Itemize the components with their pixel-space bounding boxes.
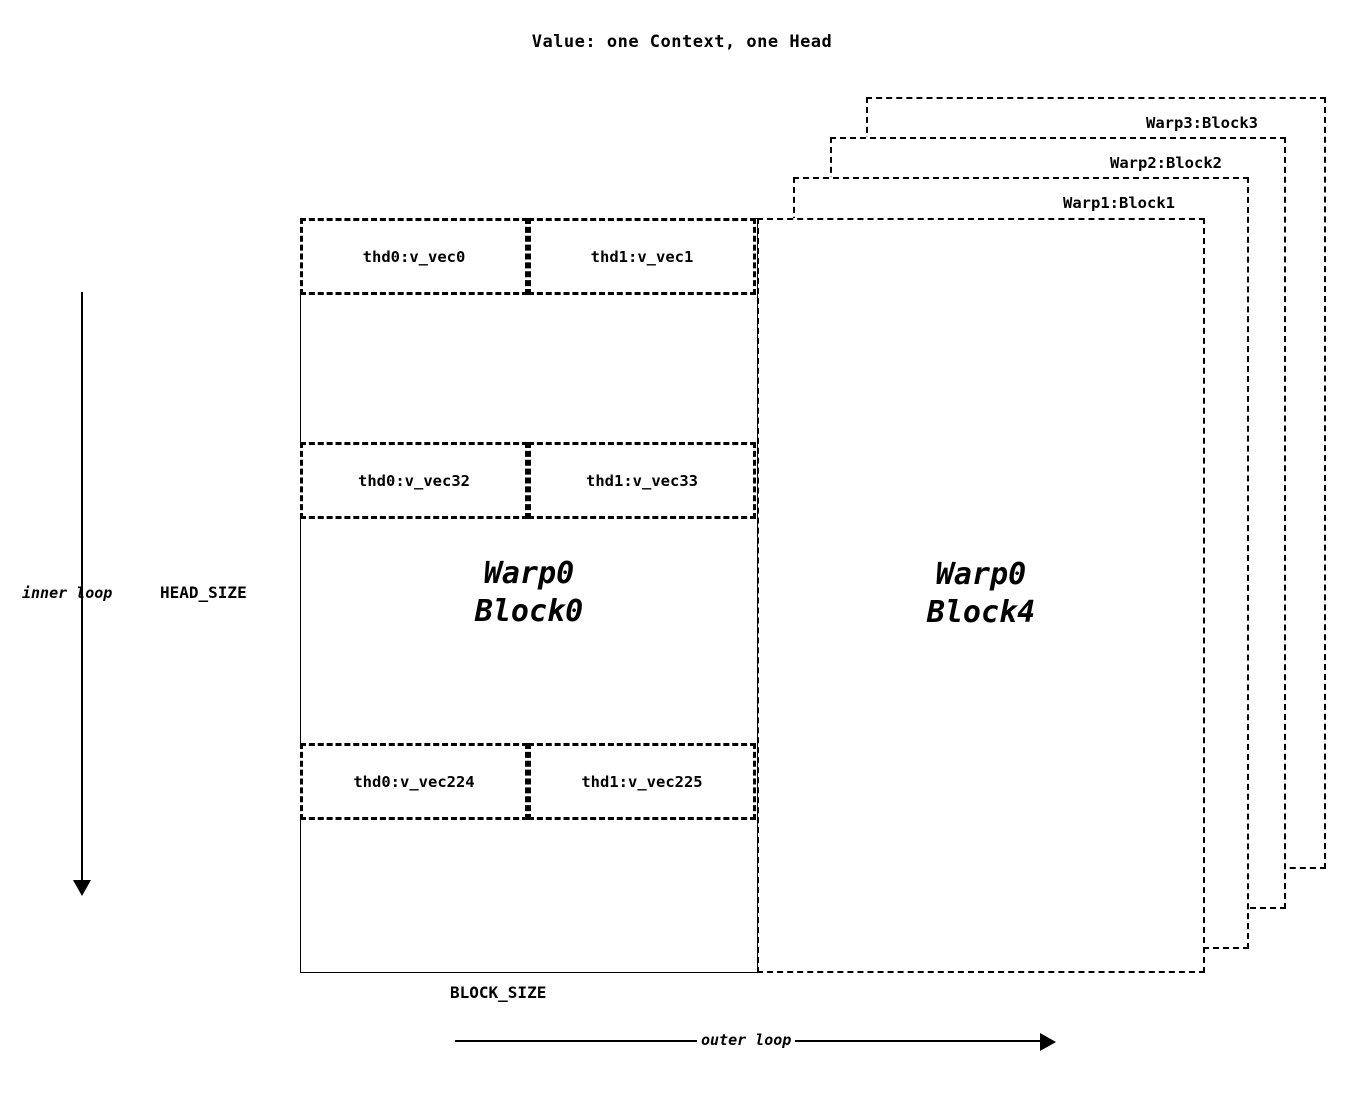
inner-loop-label: inner loop [22, 584, 113, 602]
thread-cell-thd1-row224: thd1:v_vec225 [528, 743, 756, 820]
inner-loop-arrow-head-icon [73, 880, 91, 896]
thread-cell-thd1-row32: thd1:v_vec33 [528, 442, 756, 519]
block4-title-line1: Warp0 [935, 557, 1027, 592]
head-size-label: HEAD_SIZE [160, 583, 247, 602]
block0-title-line1: Warp0 [483, 556, 575, 591]
stack-block-3-label: Warp3:Block3 [1146, 114, 1258, 132]
thread-cell-thd0-row0: thd0:v_vec0 [300, 218, 528, 295]
block0-container [300, 218, 758, 973]
stack-block-1-label: Warp1:Block1 [1063, 194, 1175, 212]
block0-title-line2: Block0 [474, 594, 584, 629]
outer-loop-label: outer loop [697, 1031, 795, 1049]
diagram-title: Value: one Context, one Head [531, 32, 833, 52]
thread-cell-thd0-row32: thd0:v_vec32 [300, 442, 528, 519]
block4-container [757, 218, 1205, 973]
thread-cell-thd1-row0: thd1:v_vec1 [528, 218, 756, 295]
block4-title-line2: Block4 [926, 595, 1036, 630]
thread-cell-thd0-row224: thd0:v_vec224 [300, 743, 528, 820]
block-size-label: BLOCK_SIZE [450, 983, 547, 1002]
stack-block-2-label: Warp2:Block2 [1110, 154, 1222, 172]
outer-loop-arrow-head-icon [1040, 1033, 1056, 1051]
